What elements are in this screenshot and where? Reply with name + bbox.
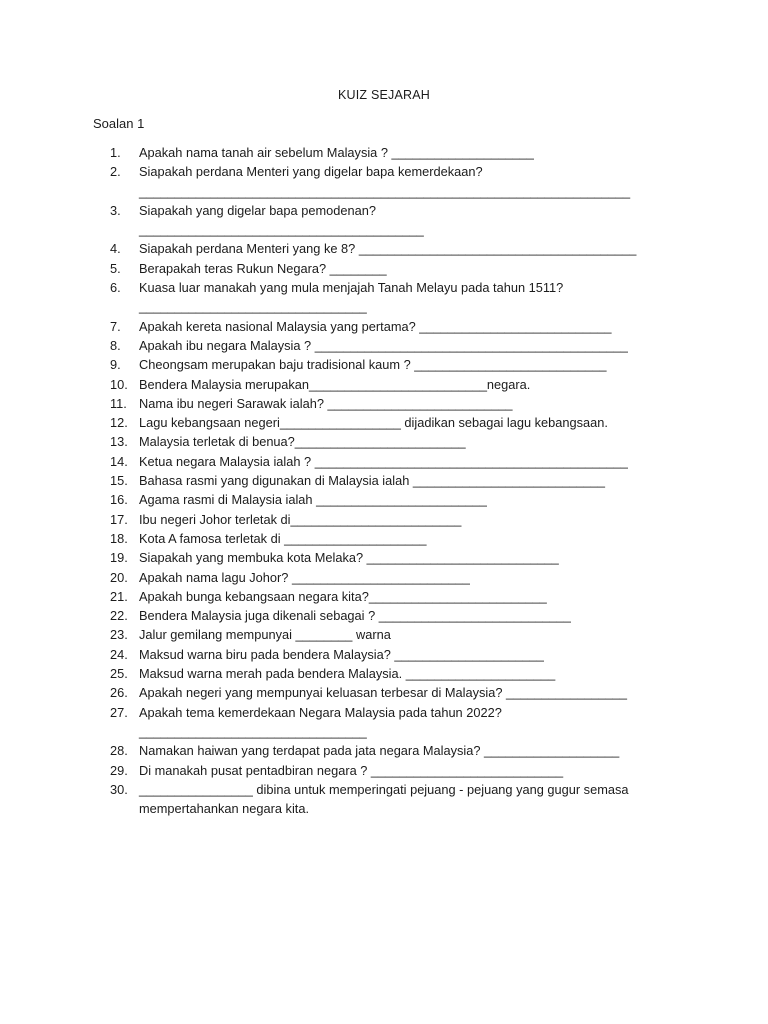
question-line: Apakah ibu negara Malaysia ? ____________________________________________ bbox=[139, 337, 628, 353]
question-text bbox=[139, 490, 487, 509]
question-item bbox=[110, 336, 710, 355]
question-text bbox=[139, 317, 611, 336]
question-text bbox=[139, 355, 606, 374]
question-line: Lagu kebangsaan negeri_________________ dijadikan sebagai lagu kebangsaan. bbox=[139, 415, 608, 431]
question-text bbox=[139, 239, 636, 258]
question-number: 14. bbox=[110, 453, 128, 469]
question-number: 23. bbox=[110, 627, 128, 643]
question-line: Berapakah teras Rukun Negara? ________ bbox=[139, 260, 387, 276]
question-line: Malaysia terletak di benua?________________________ bbox=[139, 434, 466, 450]
answer-line: ________________________________ bbox=[139, 723, 367, 739]
question-item bbox=[110, 201, 710, 240]
question-line: Apakah negeri yang mempunyai keluasan terbesar di Malaysia? _________________ bbox=[139, 685, 628, 701]
question-line: ________________ dibina untuk memperingati pejuang - pejuang yang gugur semasa bbox=[139, 781, 629, 797]
question-text bbox=[139, 278, 563, 317]
question-line: Siapakah yang digelar bapa pemodenan? bbox=[139, 202, 376, 218]
question-text bbox=[139, 741, 619, 760]
question-text bbox=[139, 394, 513, 413]
question-item bbox=[110, 606, 710, 625]
question-line: Kuasa luar manakah yang mula menjajah Tanah Melayu pada tahun 1511? bbox=[139, 280, 564, 296]
question-item bbox=[110, 162, 710, 201]
question-line: Maksud warna biru pada bendera Malaysia? _____________________ bbox=[139, 646, 544, 662]
question-item bbox=[110, 761, 710, 780]
question-number: 10. bbox=[110, 376, 128, 392]
question-number: 11. bbox=[110, 395, 127, 411]
question-line: Maksud warna merah pada bendera Malaysia. _____________________ bbox=[139, 666, 556, 682]
question-line: Siapakah yang membuka kota Melaka? ___________________________ bbox=[139, 550, 559, 566]
question-text bbox=[139, 606, 571, 625]
question-text bbox=[139, 664, 555, 683]
question-number: 28. bbox=[110, 743, 128, 759]
question-item bbox=[110, 683, 710, 702]
question-item bbox=[110, 432, 710, 451]
question-text bbox=[139, 548, 559, 567]
answer-line: _____________________________________________________________________ bbox=[139, 183, 631, 199]
question-number: 13. bbox=[110, 434, 128, 450]
question-text bbox=[139, 452, 628, 471]
question-item bbox=[110, 548, 710, 567]
answer-line: mempertahankan negara kita. bbox=[139, 801, 310, 817]
question-number: 2. bbox=[110, 164, 121, 180]
question-text bbox=[139, 201, 424, 240]
question-line: Bendera Malaysia merupakan_________________________negara. bbox=[139, 376, 531, 392]
question-item bbox=[110, 239, 710, 258]
question-text bbox=[139, 568, 470, 587]
question-item bbox=[110, 587, 710, 606]
question-line: Apakah kereta nasional Malaysia yang pertama? ___________________________ bbox=[139, 318, 612, 334]
question-line: Bendera Malaysia juga dikenali sebagai ? ___________________________ bbox=[139, 608, 571, 624]
question-line: Ibu negeri Johor terletak di________________________ bbox=[139, 511, 462, 527]
question-item bbox=[110, 375, 710, 394]
question-line: Cheongsam merupakan baju tradisional kaum ? ___________________________ bbox=[139, 357, 607, 373]
question-text bbox=[139, 471, 605, 490]
question-line: Apakah nama tanah air sebelum Malaysia ? ____________________ bbox=[139, 145, 534, 160]
question-number: 6. bbox=[110, 280, 121, 296]
question-line: Nama ibu negeri Sarawak ialah? __________________________ bbox=[139, 395, 513, 411]
answer-line: ________________________________________ bbox=[139, 222, 424, 238]
question-text bbox=[139, 413, 608, 432]
question-number: 25. bbox=[110, 666, 128, 682]
question-item bbox=[110, 278, 710, 317]
question-text bbox=[139, 336, 628, 355]
question-number: 29. bbox=[110, 762, 128, 778]
question-number: 7. bbox=[110, 318, 121, 334]
question-item bbox=[110, 143, 710, 162]
question-line: Apakah bunga kebangsaan negara kita?_________________________ bbox=[139, 588, 547, 604]
question-number: 17. bbox=[110, 511, 128, 527]
question-item bbox=[110, 625, 710, 644]
question-line: Siapakah perdana Menteri yang digelar bapa kemerdekaan? bbox=[139, 164, 483, 180]
question-number: 15. bbox=[110, 473, 128, 489]
question-number: 4. bbox=[110, 241, 121, 257]
question-number: 21. bbox=[110, 588, 128, 604]
question-number: 27. bbox=[110, 704, 128, 720]
question-line: Di manakah pusat pentadbiran negara ? ___________________________ bbox=[139, 762, 564, 778]
question-item bbox=[110, 452, 710, 471]
question-list bbox=[110, 143, 710, 818]
question-number: 26. bbox=[110, 685, 128, 701]
question-line: Ketua negara Malaysia ialah ? ____________________________________________ bbox=[139, 453, 628, 469]
question-number: 1. bbox=[110, 145, 121, 160]
question-item bbox=[110, 394, 710, 413]
question-item bbox=[110, 780, 710, 819]
question-item bbox=[110, 664, 710, 683]
question-text bbox=[139, 143, 534, 162]
question-item bbox=[110, 510, 710, 529]
question-line: Bahasa rasmi yang digunakan di Malaysia ialah ___________________________ bbox=[139, 473, 606, 489]
question-item bbox=[110, 490, 710, 509]
question-number: 30. bbox=[110, 781, 128, 797]
question-number: 8. bbox=[110, 337, 121, 353]
question-text bbox=[139, 162, 630, 201]
question-text bbox=[139, 761, 563, 780]
question-text bbox=[139, 375, 530, 394]
question-number: 3. bbox=[110, 202, 121, 218]
question-line: Agama rasmi di Malaysia ialah ________________________ bbox=[139, 492, 487, 508]
question-line: Apakah nama lagu Johor? _________________________ bbox=[139, 569, 470, 585]
question-number: 9. bbox=[110, 357, 121, 373]
question-text bbox=[139, 529, 426, 548]
question-item bbox=[110, 645, 710, 664]
question-line: Jalur gemilang mempunyai ________ warna bbox=[139, 627, 391, 643]
question-number: 22. bbox=[110, 608, 128, 624]
question-item bbox=[110, 568, 710, 587]
question-number: 16. bbox=[110, 492, 128, 508]
question-text bbox=[139, 432, 466, 451]
question-line: Apakah tema kemerdekaan Negara Malaysia pada tahun 2022? bbox=[139, 704, 502, 720]
question-number: 24. bbox=[110, 646, 128, 662]
question-text bbox=[139, 703, 502, 742]
question-number: 12. bbox=[110, 415, 128, 431]
question-line: Siapakah perdana Menteri yang ke 8? _______________________________________ bbox=[139, 241, 637, 257]
question-number: 19. bbox=[110, 550, 128, 566]
question-item bbox=[110, 529, 710, 548]
question-number: 5. bbox=[110, 260, 121, 276]
question-item bbox=[110, 741, 710, 760]
question-text bbox=[139, 780, 629, 819]
question-text bbox=[139, 645, 544, 664]
question-text bbox=[139, 510, 461, 529]
question-item bbox=[110, 413, 710, 432]
question-number: 20. bbox=[110, 569, 128, 585]
question-text bbox=[139, 587, 547, 606]
question-item bbox=[110, 317, 710, 336]
question-number: 18. bbox=[110, 530, 128, 546]
question-item bbox=[110, 259, 710, 278]
section-heading: Soalan 1 bbox=[93, 116, 145, 131]
question-item bbox=[110, 471, 710, 490]
question-text bbox=[139, 625, 391, 644]
question-item bbox=[110, 355, 710, 374]
question-text bbox=[139, 683, 627, 702]
page-title: KUIZ SEJARAH bbox=[338, 88, 430, 102]
question-line: Kota A famosa terletak di ____________________ bbox=[139, 530, 427, 546]
answer-line: ________________________________ bbox=[139, 299, 367, 315]
question-line: Namakan haiwan yang terdapat pada jata negara Malaysia? ___________________ bbox=[139, 743, 620, 759]
question-text bbox=[139, 259, 387, 278]
question-item bbox=[110, 703, 710, 742]
